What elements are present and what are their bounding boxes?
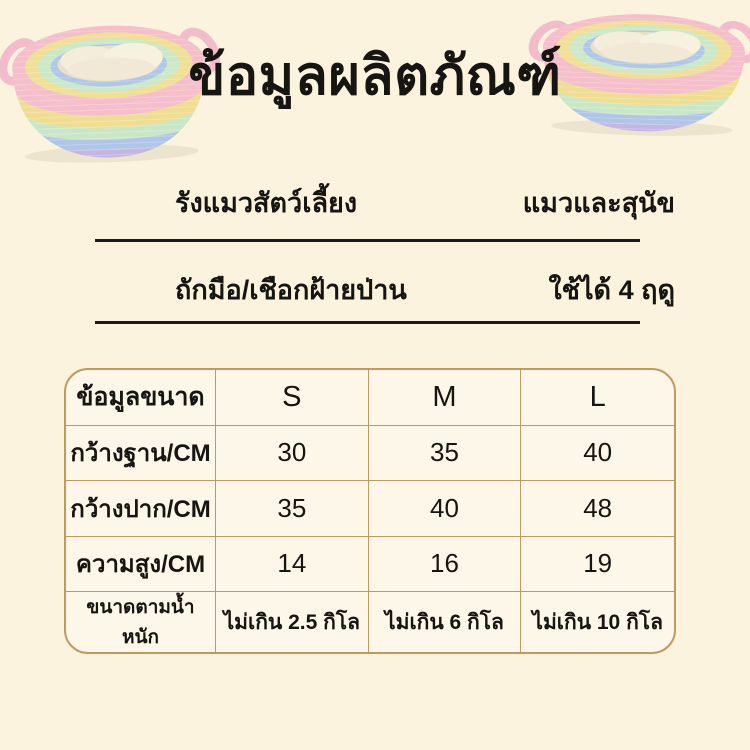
size-table-cell: ไม่เกิน 10 กิโล [532, 610, 663, 634]
spec-season: ใช้ได้ 4 ฤดู [548, 274, 675, 305]
size-table-cell: 35 [369, 426, 522, 482]
size-table-header-l: L [521, 370, 674, 426]
spec-product-type: รังแมวสัตว์เลี้ยง [175, 187, 357, 218]
size-table-row-label-opening-width: กว้างปาก/CM [66, 481, 216, 537]
spec-row-2 [175, 267, 675, 311]
size-table-cell: 16 [369, 537, 522, 593]
size-table-cell: 19 [521, 537, 674, 593]
size-table-header-s: S [216, 370, 369, 426]
size-table-row-label-height: ความสูง/CM [66, 537, 216, 593]
spec-material: ถักมือ/เชือกฝ้ายป่าน [175, 274, 407, 305]
size-table-cell: 40 [369, 481, 522, 537]
size-table-header-m: M [369, 370, 522, 426]
size-table [64, 368, 676, 654]
size-table-cell: ไม่เกิน 6 กิโล [369, 592, 522, 652]
size-table-cell: 30 [216, 426, 369, 482]
size-table-cell: 48 [521, 481, 674, 537]
size-table-cell: 35 [216, 481, 369, 537]
size-table-header-label: ข้อมูลขนาด [66, 370, 216, 426]
spec-row-1 [175, 180, 675, 224]
size-table-cell: 14 [216, 537, 369, 593]
page-title: ข้อมูลผลิตภัณฑ์ [188, 46, 562, 106]
spec-pet-type: แมวและสุนัข [522, 187, 675, 218]
size-table-cell: 40 [521, 426, 674, 482]
size-table-cell: ไม่เกิน 2.5 กิโล [216, 592, 369, 652]
size-table-row-label-base-width: กว้างฐาน/CM [66, 426, 216, 482]
divider-line-2 [95, 321, 640, 324]
size-table-row-label-weight: ขนาดตามน้ำหนัก [66, 592, 216, 652]
divider-line-1 [95, 239, 640, 242]
